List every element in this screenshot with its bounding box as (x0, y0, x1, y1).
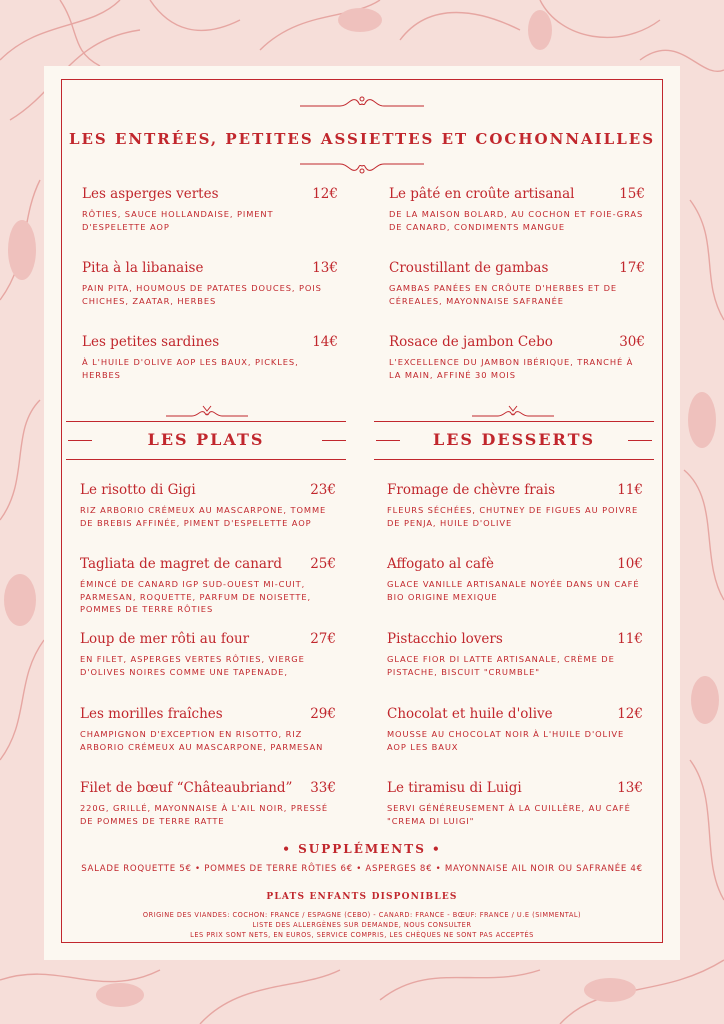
supplements-title: • SUPPLÉMENTS • (282, 842, 442, 856)
item-price: 27€ (310, 631, 336, 647)
item-description: MOUSSE AU CHOCOLAT NOIR À L'HUILE D'OLIVE AOP LES BAUX (387, 729, 625, 752)
meat-origin-note: ORIGINE DES VIANDES: COCHON: FRANCE / ESPAGNE (CEBO) - CANARD: FRANCE - BŒUF: FRANCE / U.E (SIMMENTAL) (142, 911, 582, 919)
item-price: 12€ (312, 186, 338, 202)
item-description: RIZ ARBORIO CRÉMEUX AU MASCARPONE, TOMME DE BREBIS AFFINÉE, PIMENT D'ESPELETTE AOP (80, 505, 327, 528)
item-price: 17€ (619, 260, 645, 276)
plats-divider (66, 421, 346, 422)
item-description: L'EXCELLENCE DU JAMBON IBÉRIQUE, TRANCHÉ À LA MAIN, AFFINÉ 30 MOIS (389, 357, 634, 380)
item-price: 25€ (310, 556, 336, 572)
item-price: 14€ (312, 334, 338, 350)
item-name: Les morilles fraîches (80, 706, 223, 722)
item-description: GAMBAS PANÉES EN CRÔUTE D'HERBES ET DE CÉREALES, MAYONNAISE SAFRANÉE (389, 283, 618, 306)
item-name: Le risotto di Gigi (80, 482, 196, 498)
item-name: Le pâté en croûte artisanal (389, 186, 575, 202)
entrees-ornament-icon (300, 156, 424, 176)
item-name: Rosace de jambon Cebo (389, 334, 553, 350)
desserts-ornament-icon (472, 404, 554, 420)
item-name: Fromage de chèvre frais (387, 482, 555, 498)
entrees-title: LES ENTRÉES, PETITES ASSIETTES ET COCHONNAILLES (68, 130, 656, 148)
item-price: 15€ (619, 186, 645, 202)
plats-title: LES PLATS (147, 430, 265, 449)
item-name: Croustillant de gambas (389, 260, 549, 276)
item-description: CHAMPIGNON D'EXCEPTION EN RISOTTO, RIZ ARBORIO CRÉMEUX AU MASCARPONE, PARMESAN (80, 729, 324, 752)
item-description: PAIN PITA, HOUMOUS DE PATATES DOUCES, POIS CHICHES, ZAATAR, HERBES (82, 283, 322, 306)
item-price: 10€ (617, 556, 643, 572)
item-description: FLEURS SÉCHÉES, CHUTNEY DE FIGUES AU POIVRE DE PENJA, HUILE D'OLIVE (387, 505, 639, 528)
item-price: 13€ (617, 780, 643, 796)
item-description: GLACE VANILLE ARTISANALE NOYÉE DANS UN CAFÉ BIO ORIGINE MEXIQUE (387, 579, 640, 602)
item-name: Pistacchio lovers (387, 631, 503, 647)
kids-menu-note: PLATS ENFANTS DISPONIBLES (266, 892, 458, 902)
item-price: 30€ (619, 334, 645, 350)
supplements-list: SALADE ROQUETTE 5€ • POMMES DE TERRE RÔTIES 6€ • ASPERGES 8€ • MAYONNAISE AIL NOIR OU SAFRANÉE 4€ (81, 864, 643, 874)
item-name: Loup de mer rôti au four (80, 631, 250, 647)
item-description: SERVI GÉNÉREUSEMENT À LA CUILLÈRE, AU CAFÉ "CREMA DI LUIGI" (387, 803, 631, 826)
desserts-divider (374, 459, 654, 460)
item-name: Filet de bœuf “Châteaubriand” (80, 780, 293, 796)
item-price: 33€ (310, 780, 336, 796)
item-name: Le tiramisu di Luigi (387, 780, 522, 796)
item-name: Chocolat et huile d'olive (387, 706, 553, 722)
desserts-divider (374, 421, 654, 422)
item-name: Les petites sardines (82, 334, 220, 350)
pricing-note: LES PRIX SONT NETS, EN EUROS, SERVICE COMPRIS, LES CHÈQUES NE SONT PAS ACCEPTÉS (190, 931, 534, 939)
item-description: GLACE FIOR DI LATTE ARTISANALE, CRÈME DE PISTACHE, BISCUIT "CRUMBLE" (387, 654, 615, 677)
item-name: Les asperges vertes (82, 186, 219, 202)
item-name: Affogato al cafè (387, 556, 495, 572)
item-description: À L'HUILE D'OLIVE AOP LES BAUX, PICKLES, HERBES (82, 357, 299, 380)
item-name: Pita à la libanaise (82, 260, 204, 276)
item-description: 220G, GRILLÉ, MAYONNAISE À L'AIL NOIR, PRESSÉ DE POMMES DE TERRE RATTE (80, 803, 329, 826)
item-description: ÉMINCÉ DE CANARD IGP SUD-OUEST MI-CUIT, PARMESAN, ROQUETTE, PARFUM DE NOISETTE, POMMES DE TERRE RÔTIES (80, 579, 312, 614)
item-price: 11€ (617, 482, 643, 498)
item-price: 12€ (617, 706, 643, 722)
desserts-title: LES DESSERTS (432, 430, 596, 449)
item-description: RÔTIES, SAUCE HOLLANDAISE, PIMENT D'ESPELETTE AOP (82, 209, 274, 232)
plats-divider (66, 459, 346, 460)
item-name: Tagliata de magret de canard (80, 556, 283, 572)
plats-ornament-icon (166, 404, 248, 420)
item-description: EN FILET, ASPERGES VERTES RÔTIES, VIERGE D'OLIVES NOIRES COMME UNE TAPENADE, (80, 654, 305, 677)
allergen-note: LISTE DES ALLERGÈNES SUR DEMANDE, NOUS CONSULTER (252, 921, 472, 929)
item-price: 13€ (312, 260, 338, 276)
item-price: 23€ (310, 482, 336, 498)
item-price: 11€ (617, 631, 643, 647)
item-price: 29€ (310, 706, 336, 722)
top-ornament-icon (300, 94, 424, 114)
item-description: DE LA MAISON BOLARD, AU COCHON ET FOIE-GRAS DE CANARD, CONDIMENTS MANGUE (389, 209, 644, 232)
